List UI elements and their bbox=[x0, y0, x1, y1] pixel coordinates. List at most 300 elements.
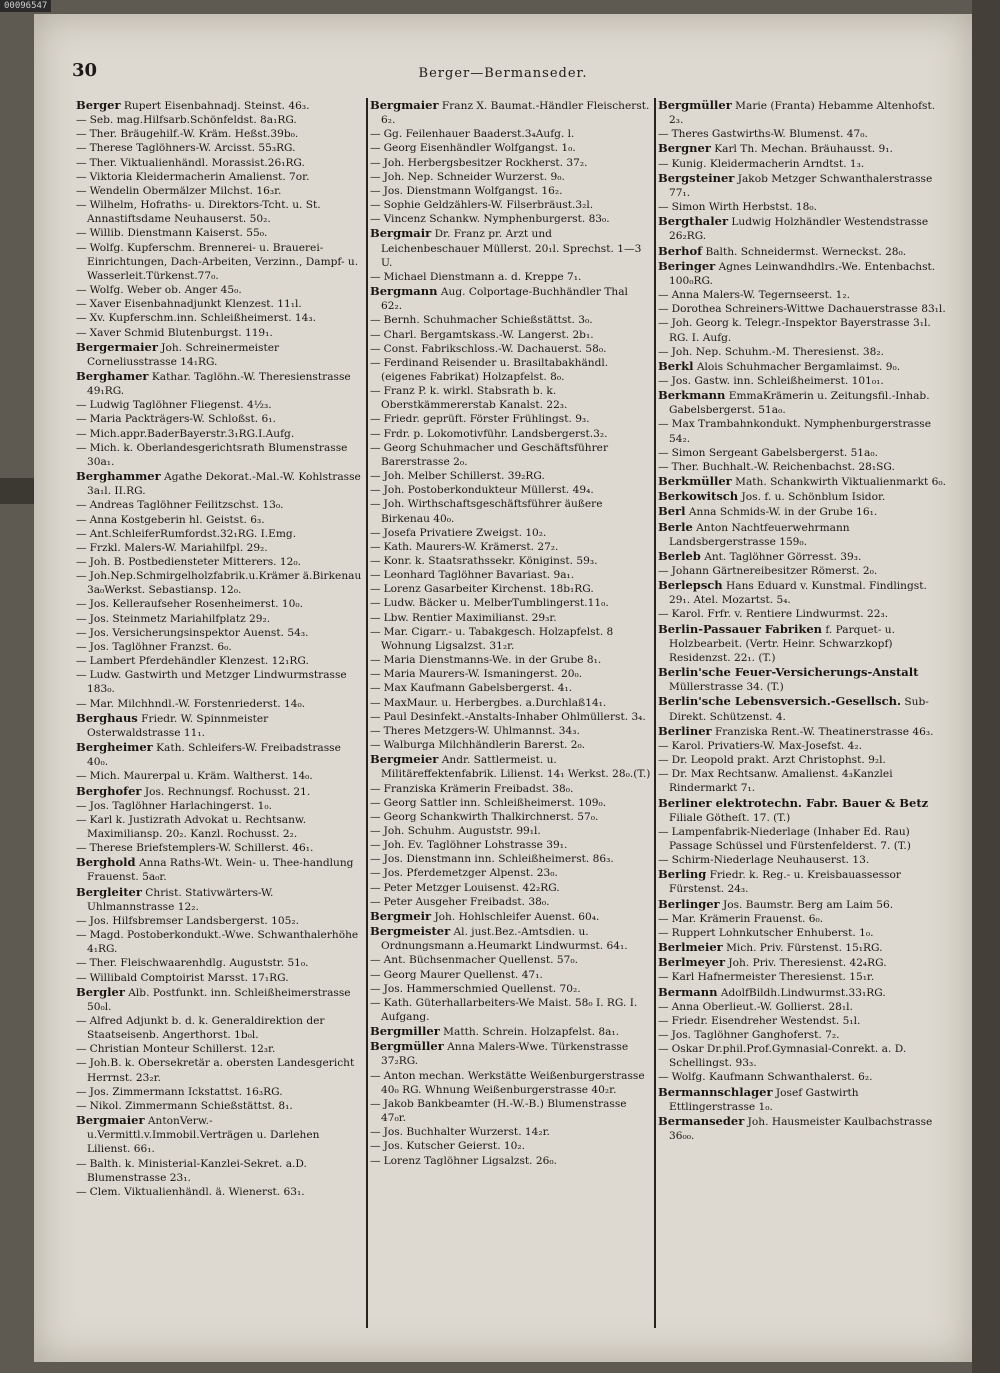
entry-text: Hans Eduard v. Kunstmal. Findlingst. 29₁. Atel. Mozartst. 5₄. bbox=[669, 580, 927, 607]
same-surname-dash: — bbox=[658, 912, 669, 925]
same-surname-dash: — bbox=[76, 170, 87, 183]
same-surname-dash: — bbox=[76, 1185, 87, 1198]
same-surname-dash: — bbox=[76, 640, 87, 653]
entry-text: Ludw. Bäcker u. MelberTumblingerst.11₀. bbox=[383, 597, 609, 610]
page-number: 30 bbox=[72, 60, 98, 81]
same-surname-dash: — bbox=[658, 565, 669, 577]
entry-text: Walburga Milchhändlerin Barerst. 2₀. bbox=[383, 739, 586, 752]
surname: Berl bbox=[658, 504, 686, 519]
directory-entry bbox=[658, 200, 948, 214]
surname: Berlin-Passauer Fabriken bbox=[658, 621, 822, 636]
entry-text: Lorenz Taglöhner Ligsalzst. 26₀. bbox=[383, 1154, 558, 1167]
directory-entry bbox=[370, 824, 652, 838]
entry-text: Ant. Büchsenmacher Quellenst. 57₀. bbox=[383, 954, 578, 967]
directory-entry bbox=[76, 1113, 364, 1156]
surname: Bergthaler bbox=[658, 214, 729, 229]
directory-entry bbox=[658, 1042, 948, 1070]
entry-text: Maria Maurers-W. Ismaningerst. 20₀. bbox=[383, 668, 583, 681]
same-surname-dash: — bbox=[658, 926, 669, 939]
entry-text: Friedr. W. Spinnmeister Osterwaldstrasse 11₁. bbox=[87, 712, 269, 739]
surname: Berlinger bbox=[658, 896, 720, 911]
same-surname-dash: — bbox=[658, 289, 669, 302]
entry-text: Jos. Kutscher Geierst. 10₂. bbox=[383, 1140, 526, 1153]
entry-text: Karol. Frfr. v. Rentiere Lindwurmst. 22₃. bbox=[671, 608, 889, 621]
same-surname-dash: — bbox=[76, 1099, 87, 1112]
entry-text: Rupert Eisenbahnadj. Steinst. 46₃. bbox=[123, 100, 310, 112]
directory-entry bbox=[76, 441, 364, 469]
directory-entry bbox=[76, 1056, 364, 1084]
entry-text: Anna Malers-Wwe. Türkenstrasse 37₂RG. bbox=[381, 1041, 629, 1068]
same-surname-dash: — bbox=[658, 854, 669, 867]
same-surname-dash: — bbox=[76, 227, 87, 240]
entry-text: Simon Wirth Herbstst. 18₀. bbox=[671, 201, 818, 214]
entry-text: Marie (Franta) Hebamme Altenhofst. 2₃. bbox=[669, 100, 936, 127]
same-surname-dash: — bbox=[658, 317, 669, 330]
entry-text: Matth. Schrein. Holzapfelst. 8a₁. bbox=[443, 1026, 620, 1039]
directory-entry bbox=[370, 866, 652, 880]
directory-entry bbox=[76, 170, 364, 184]
entry-text: Georg Schuhmacher und Geschäftsführer Barerstrasse 2₀. bbox=[381, 441, 609, 468]
same-surname-dash: — bbox=[370, 555, 381, 567]
surname: Bergermaier bbox=[76, 339, 158, 354]
same-surname-dash: — bbox=[76, 114, 87, 127]
entry-text: Josef Gastwirth Ettlingerstrasse 1₀. bbox=[669, 1086, 859, 1113]
directory-entry bbox=[370, 170, 652, 184]
directory-entry bbox=[76, 427, 364, 441]
directory-entry bbox=[370, 441, 652, 469]
directory-entry bbox=[76, 654, 364, 668]
entry-text: Balth. Schneidermst. Werneckst. 28₀. bbox=[705, 245, 907, 258]
same-surname-dash: — bbox=[76, 612, 87, 625]
same-surname-dash: — bbox=[658, 971, 669, 984]
same-surname-dash: — bbox=[370, 796, 381, 809]
directory-entry bbox=[658, 825, 948, 853]
surname: Beringer bbox=[658, 258, 716, 273]
entry-text: Joh. Hohlschleifer Auenst. 60₄. bbox=[434, 910, 600, 923]
same-surname-dash: — bbox=[370, 156, 381, 169]
entry-text: Lbw. Rentier Maximilianst. 29₃r. bbox=[383, 611, 557, 624]
entry-text: Ther. Bräugehilf.-W. Kräm. Heßst.39b₀. bbox=[89, 128, 299, 141]
same-surname-dash: — bbox=[76, 1043, 87, 1056]
surname: Berghamer bbox=[76, 368, 149, 383]
same-surname-dash: — bbox=[658, 1029, 669, 1041]
directory-entry bbox=[76, 1042, 364, 1056]
directory-entry bbox=[370, 198, 652, 212]
directory-entry bbox=[658, 564, 948, 578]
directory-entry bbox=[658, 578, 948, 607]
entry-text: Georg Sattler inn. Schleißheimerst. 109₀. bbox=[383, 796, 607, 809]
entry-text: Friedr. geprüft. Förster Frühlingst. 9₃. bbox=[383, 413, 590, 426]
entry-text: Ludwig Taglöhner Fliegenst. 4½₃. bbox=[89, 399, 272, 412]
directory-entry bbox=[76, 184, 364, 198]
same-surname-dash: — bbox=[76, 556, 87, 568]
directory-entry bbox=[76, 340, 364, 369]
same-surname-dash: — bbox=[76, 199, 87, 212]
directory-entry bbox=[370, 342, 652, 356]
directory-entry bbox=[76, 640, 364, 654]
same-surname-dash: — bbox=[658, 825, 669, 838]
same-surname-dash: — bbox=[370, 625, 381, 638]
entry-text: Joh. Nep. Schuhm.-M. Theresienst. 38₂. bbox=[671, 345, 884, 358]
same-surname-dash: — bbox=[370, 996, 381, 1009]
directory-entry bbox=[658, 955, 948, 970]
directory-entry bbox=[658, 98, 948, 127]
directory-entry bbox=[370, 953, 652, 967]
directory-entry bbox=[370, 611, 652, 625]
same-surname-dash: — bbox=[370, 982, 381, 995]
entry-text: Joh. Nep. Schneider Wurzerst. 9₀. bbox=[383, 170, 565, 183]
directory-entry bbox=[76, 597, 364, 611]
directory-entry bbox=[76, 541, 364, 555]
same-surname-dash: — bbox=[76, 971, 87, 984]
surname: Bergner bbox=[658, 141, 711, 156]
entry-text: Wolfg. Kaufmann Schwanthalerst. 6₂. bbox=[671, 1071, 873, 1084]
directory-entry bbox=[76, 1099, 364, 1113]
running-head: Berger—Bermanseder. bbox=[418, 66, 588, 81]
entry-text: Willibald Comptoirist Marsst. 17₁RG. bbox=[89, 971, 289, 984]
directory-entry bbox=[370, 156, 652, 170]
entry-text: Lampenfabrik-Niederlage (Inhaber Ed. Rau) Passage Schüssel und Fürstenfelderst. 7. (T.) bbox=[669, 825, 911, 852]
directory-entry bbox=[370, 895, 652, 909]
entry-text: Christ. Stativwärters-W. Uhlmannstrasse 12₂. bbox=[87, 886, 274, 913]
directory-entry bbox=[76, 513, 364, 527]
surname: Berling bbox=[658, 867, 707, 882]
same-surname-dash: — bbox=[76, 399, 87, 412]
surname: Bergler bbox=[76, 984, 125, 999]
entry-text: Joh. Priv. Theresienst. 42₄RG. bbox=[728, 957, 887, 970]
same-surname-dash: — bbox=[370, 498, 381, 511]
entry-text: Mar. Cigarr.- u. Tabakgesch. Holzapfelst. 8 Wohnung Ligsalzst. 31₂r. bbox=[381, 625, 614, 652]
directory-entry bbox=[370, 1125, 652, 1139]
entry-text: AdolfBildh.Lindwurmst.33₁RG. bbox=[720, 986, 886, 999]
entry-text: Kath. Maurers-W. Krämerst. 27₂. bbox=[383, 540, 559, 553]
same-surname-dash: — bbox=[370, 470, 381, 483]
surname: Berger bbox=[76, 98, 121, 112]
entry-text: Nikol. Zimmermann Schießstättst. 8₁. bbox=[89, 1099, 293, 1112]
same-surname-dash: — bbox=[370, 597, 381, 610]
same-surname-dash: — bbox=[76, 1057, 87, 1070]
entry-text: Franz P. k. wirkl. Stabsrath b. k. Oberstkämmererstab Kanalst. 22₃. bbox=[381, 385, 568, 412]
same-surname-dash: — bbox=[370, 696, 381, 709]
entry-text: Viktoria Kleidermacherin Amalienst. 7or. bbox=[89, 170, 310, 183]
entry-text: Christian Monteur Schillerst. 12₃r. bbox=[89, 1043, 276, 1056]
same-surname-dash: — bbox=[370, 413, 381, 426]
surname: Bergmüller bbox=[370, 1039, 444, 1054]
same-surname-dash: — bbox=[76, 697, 87, 710]
same-surname-dash: — bbox=[370, 441, 381, 454]
entry-text: Georg Schankwirth Thalkirchnerst. 57₀. bbox=[383, 810, 599, 823]
directory-entry bbox=[370, 810, 652, 824]
entry-text: Const. Fabrikschloss.-W. Dachauerst. 58₀. bbox=[383, 342, 607, 355]
entry-text: Kunig. Kleidermacherin Arndtst. 1₃. bbox=[671, 157, 865, 170]
directory-entry bbox=[370, 796, 652, 810]
directory-entry bbox=[370, 497, 652, 525]
directory-entry bbox=[76, 697, 364, 711]
same-surname-dash: — bbox=[76, 527, 87, 540]
entry-text: Mich. Priv. Fürstenst. 15₁RG. bbox=[726, 942, 883, 955]
directory-entry bbox=[370, 909, 652, 924]
directory-entry bbox=[76, 198, 364, 226]
entry-text: Filiale Götheſt. 17. (T.) bbox=[669, 811, 791, 824]
same-surname-dash: — bbox=[370, 611, 381, 624]
surname: Bergmann bbox=[370, 284, 438, 299]
entry-text: Wendelin Obermälzer Milchst. 16₃r. bbox=[89, 184, 282, 197]
same-surname-dash: — bbox=[370, 1154, 381, 1167]
same-surname-dash: — bbox=[370, 895, 381, 908]
entry-text: Xaver Schmid Blutenburgst. 119₁. bbox=[89, 326, 273, 339]
same-surname-dash: — bbox=[658, 608, 669, 621]
same-surname-dash: — bbox=[370, 782, 381, 795]
directory-entry bbox=[658, 157, 948, 171]
entry-text: Lorenz Gasarbeiter Kirchenst. 18b₁RG. bbox=[383, 583, 594, 596]
surname: Berleb bbox=[658, 548, 701, 563]
directory-entry bbox=[658, 940, 948, 955]
entry-text: Franz X. Baumat.-Händler Fleischerst. 6₂. bbox=[381, 100, 650, 127]
directory-entry bbox=[658, 549, 948, 564]
directory-entry bbox=[658, 1014, 948, 1028]
same-surname-dash: — bbox=[76, 413, 87, 426]
entry-text: Math. Schankwirth Viktualienmarkt 6₀. bbox=[735, 476, 946, 489]
directory-entry bbox=[658, 460, 948, 474]
directory-entry bbox=[658, 665, 948, 694]
directory-entry bbox=[76, 141, 364, 155]
same-surname-dash: — bbox=[76, 598, 87, 611]
entry-text: Jakob Bankbeamter (H.-W.-B.) Blumenstrasse 47₀r. bbox=[381, 1097, 627, 1125]
entry-text: Jos. Taglöhner Franzst. 6₀. bbox=[89, 640, 232, 653]
same-surname-dash: — bbox=[370, 540, 381, 553]
entry-text: Jakob Metzger Schwanthalerstrasse 77₁. bbox=[669, 172, 933, 199]
same-surname-dash: — bbox=[76, 284, 87, 297]
same-surname-dash: — bbox=[370, 427, 381, 440]
directory-entry bbox=[76, 398, 364, 412]
same-surname-dash: — bbox=[370, 385, 381, 398]
same-surname-dash: — bbox=[658, 1071, 669, 1084]
directory-entry bbox=[370, 1039, 652, 1068]
entry-text: Mich. Maurerpal u. Kräm. Waltherst. 14₀. bbox=[89, 770, 313, 783]
directory-entry bbox=[76, 855, 364, 884]
directory-entry bbox=[370, 852, 652, 866]
directory-entry bbox=[76, 297, 364, 311]
column-1 bbox=[76, 98, 364, 1328]
same-surname-dash: — bbox=[76, 1015, 87, 1027]
entry-text: EmmaKrämerin u. Zeitungsfil.-Inhab. Gabelsbergerst. 51a₀. bbox=[669, 390, 930, 417]
directory-entry bbox=[76, 98, 364, 113]
entry-text: Mar. Milchhndl.-W. Forstenriederst. 14₀. bbox=[89, 697, 306, 710]
entry-text: Dr. Franz pr. Arzt und Leichenbeschauer Müllerst. 20₁l. Sprechst. 1—3 U. bbox=[381, 228, 642, 269]
entry-text: Jos. Steinmetz Mariahilfplatz 29₂. bbox=[89, 612, 271, 625]
directory-entry bbox=[658, 694, 948, 723]
entry-text: Simon Sergeant Gabelsbergerst. 51a₀. bbox=[671, 446, 878, 459]
same-surname-dash: — bbox=[76, 142, 87, 155]
directory-entry bbox=[658, 1114, 948, 1143]
directory-entry bbox=[76, 612, 364, 626]
surname: Bergheimer bbox=[76, 740, 153, 755]
same-surname-dash: — bbox=[658, 157, 669, 170]
same-surname-dash: — bbox=[658, 460, 669, 473]
directory-entry bbox=[658, 985, 948, 1000]
same-surname-dash: — bbox=[76, 427, 87, 440]
surname: Bergmeister bbox=[370, 924, 451, 939]
entry-text: Balth. k. Ministerial-Kanzlei-Sekret. a.D. Blumenstrasse 23₁. bbox=[87, 1157, 307, 1184]
entry-text: Ferdinand Reisender u. Brasiltabakhändl. (eigenes Fabrikat) Holzapfelst. 8₀. bbox=[381, 356, 609, 383]
same-surname-dash: — bbox=[658, 303, 669, 316]
entry-text: Ther. Buchhalt.-W. Reichenbachst. 28₁SG. bbox=[671, 460, 895, 473]
same-surname-dash: — bbox=[370, 867, 381, 880]
entry-text: Michael Dienstmann a. d. Kreppe 7₁. bbox=[383, 270, 582, 283]
same-surname-dash: — bbox=[370, 1140, 381, 1153]
entry-text: Gg. Feilenhauer Baaderst.3₄Aufg. l. bbox=[383, 128, 575, 141]
directory-entry bbox=[76, 799, 364, 813]
entry-text: Ruppert Lohnkutscher Enhuberst. 1₀. bbox=[671, 926, 874, 939]
same-surname-dash: — bbox=[76, 184, 87, 197]
entry-text: Mich. k. Oberlandesgerichtsrath Blumenstrasse 30a₁. bbox=[87, 441, 348, 468]
directory-entry bbox=[370, 1069, 652, 1097]
entry-text: Franziska Krämerin Freibadst. 38₀. bbox=[383, 782, 574, 795]
directory-entry bbox=[370, 384, 652, 412]
directory-entry bbox=[76, 626, 364, 640]
surname: Berhof bbox=[658, 243, 703, 258]
same-surname-dash: — bbox=[370, 1097, 381, 1110]
same-surname-dash: — bbox=[370, 314, 381, 327]
entry-text: Anton mechan. Werkstätte Weißenburgerstrasse 40₀ RG. Whnung Weißenburgerstrasse 40₂r. bbox=[381, 1069, 645, 1096]
directory-entry bbox=[76, 971, 364, 985]
same-surname-dash: — bbox=[658, 201, 669, 214]
entry-text: Friedr. k. Reg.- u. Kreisbauassessor Fürstenst. 24₃. bbox=[669, 869, 901, 896]
same-surname-dash: — bbox=[76, 241, 87, 254]
surname: Berghaus bbox=[76, 710, 138, 725]
same-surname-dash: — bbox=[370, 170, 381, 183]
entry-text: Xv. Kupferschm.inn. Schleißheimerst. 14₃. bbox=[89, 312, 317, 325]
directory-entry bbox=[658, 1028, 948, 1042]
same-surname-dash: — bbox=[76, 326, 87, 339]
directory-entry bbox=[76, 1014, 364, 1042]
directory-entry bbox=[658, 867, 948, 896]
entry-text: Jos. Baumstr. Berg am Laim 56. bbox=[723, 898, 894, 911]
directory-entry bbox=[658, 474, 948, 489]
same-surname-dash: — bbox=[76, 914, 87, 927]
entry-text: Sub-Direkt. Schützenst. 4. bbox=[669, 696, 929, 723]
same-surname-dash: — bbox=[658, 1000, 669, 1013]
same-surname-dash: — bbox=[76, 655, 87, 668]
same-surname-dash: — bbox=[370, 739, 381, 752]
surname: Bergmeier bbox=[370, 752, 439, 767]
same-surname-dash: — bbox=[76, 813, 87, 826]
directory-entry bbox=[76, 1157, 364, 1185]
same-surname-dash: — bbox=[370, 213, 381, 226]
same-surname-dash: — bbox=[370, 128, 381, 141]
same-surname-dash: — bbox=[76, 929, 87, 942]
directory-entry bbox=[658, 622, 948, 665]
entry-text: Dorothea Schreiners-Wittwe Dachauerstrasse 83₁l. bbox=[671, 303, 946, 316]
directory-entry bbox=[370, 226, 652, 269]
same-surname-dash: — bbox=[370, 954, 381, 967]
directory-entry bbox=[76, 985, 364, 1014]
surname: Bergleiter bbox=[76, 884, 142, 899]
column-2 bbox=[370, 98, 652, 1328]
same-surname-dash: — bbox=[76, 842, 87, 855]
directory-entry bbox=[370, 653, 652, 667]
entry-text: Joh. Herbergsbesitzer Rockherst. 37₂. bbox=[383, 156, 588, 169]
directory-entry bbox=[370, 127, 652, 141]
column-rule bbox=[654, 98, 656, 1328]
directory-entry bbox=[370, 526, 652, 540]
directory-entry bbox=[76, 527, 364, 541]
directory-entry bbox=[370, 1024, 652, 1039]
entry-text: Andr. Sattlermeist. u. Militäreffektenfabrik. Lilienst. 14₁ Werkst. 28₀.(T.) bbox=[381, 754, 651, 781]
surname: Berkowitsch bbox=[658, 489, 739, 504]
directory-entry bbox=[76, 412, 364, 426]
entry-text: Alois Schuhmacher Bergamlaimst. 9₀. bbox=[696, 360, 901, 373]
entry-text: Joh. Ev. Taglöhner Lohstrasse 39₁. bbox=[383, 839, 568, 852]
same-surname-dash: — bbox=[658, 1014, 669, 1027]
same-surname-dash: — bbox=[370, 342, 381, 355]
directory-entry bbox=[76, 740, 364, 769]
directory-entry bbox=[370, 483, 652, 497]
entry-text: Maria Dienstmanns-We. in der Grube 8₁. bbox=[383, 654, 602, 667]
entry-text: Agnes Leinwandhdlrs.-We. Entenbachst. 100₀RG. bbox=[669, 260, 936, 287]
directory-entry bbox=[658, 359, 948, 374]
entry-text: Therese Briefstemplers-W. Schillerst. 46₁. bbox=[89, 842, 314, 855]
entry-text: Aug. Colportage-Buchhändler Thal 62₂. bbox=[381, 286, 628, 313]
same-surname-dash: — bbox=[76, 513, 87, 526]
entry-text: Joh.B. k. Obersekretär a. obersten Landesgericht Herrnst. 23₂r. bbox=[87, 1057, 355, 1084]
entry-text: Al. just.Bez.-Amtsdien. u. Ordnungsmann a.Heumarkt Lindwurmst. 64₁. bbox=[381, 926, 628, 953]
same-surname-dash: — bbox=[370, 484, 381, 497]
entry-text: Jos. Taglöhner Harlachingerst. 1₀. bbox=[89, 799, 273, 812]
surname: Berghold bbox=[76, 855, 136, 870]
entry-text: Mich.appr.BaderBayerstr.3₁RG.I.Aufg. bbox=[89, 427, 295, 440]
directory-entry bbox=[76, 668, 364, 696]
surname: Berlmeier bbox=[658, 940, 723, 955]
surname: Berkmüller bbox=[658, 474, 732, 489]
entry-text: Clem. Viktualienhändl. ä. Wienerst. 63₁. bbox=[89, 1185, 305, 1198]
entry-text: Jos. Hammerschmied Quellenst. 70₂. bbox=[383, 982, 581, 995]
directory-entry bbox=[658, 127, 948, 141]
directory-entry bbox=[658, 1085, 948, 1114]
directory-entry bbox=[370, 738, 652, 752]
surname: Bermannschlager bbox=[658, 1084, 773, 1099]
directory-entry bbox=[370, 838, 652, 852]
directory-entry bbox=[76, 311, 364, 325]
entry-text: Maria Packträgers-W. Schloßst. 6₁. bbox=[89, 413, 276, 426]
entry-text: Dr. Max Rechtsanw. Amalienst. 4₃Kanzlei Rindermarkt 7₁. bbox=[669, 768, 893, 795]
directory-entry bbox=[658, 1000, 948, 1014]
directory-entry bbox=[658, 374, 948, 388]
entry-text: Georg Eisenhändler Wolfgangst. 1₀. bbox=[383, 142, 576, 155]
same-surname-dash: — bbox=[370, 328, 381, 341]
same-surname-dash: — bbox=[76, 770, 87, 783]
directory-entry bbox=[658, 607, 948, 621]
entry-text: Bernh. Schuhmacher Schießstättst. 3₀. bbox=[383, 314, 593, 327]
entry-text: Jos. Zimmermann Ickstattst. 16₃RG. bbox=[89, 1085, 283, 1098]
same-surname-dash: — bbox=[370, 1069, 381, 1082]
column-3 bbox=[658, 98, 948, 1328]
same-surname-dash: — bbox=[658, 345, 669, 358]
directory-entry bbox=[370, 270, 652, 284]
entry-text: Joh. Wirthschaftsgeschäftsführer äußere Birkenau 40₀. bbox=[381, 498, 603, 525]
entry-text: Magd. Postoberkondukt.-Wwe. Schwanthalerhöhe 4₁RG. bbox=[87, 929, 359, 956]
directory-entry bbox=[658, 739, 948, 753]
directory-entry bbox=[658, 489, 948, 504]
surname: Berlepsch bbox=[658, 578, 723, 593]
surname: Bermanseder bbox=[658, 1113, 745, 1128]
entry-text: Jos. Taglöhner Ganghoferst. 7₂. bbox=[671, 1029, 840, 1041]
same-surname-dash: — bbox=[658, 418, 669, 431]
same-surname-dash: — bbox=[370, 710, 381, 723]
entry-text: Ther. Fleischwaarenhdlg. Auguststr. 51₀. bbox=[89, 957, 309, 970]
entry-text: Charl. Bergamtskass.-W. Langerst. 2b₁. bbox=[383, 328, 594, 341]
entry-text: Jos. Buchhalter Wurzerst. 14₂r. bbox=[383, 1126, 550, 1139]
